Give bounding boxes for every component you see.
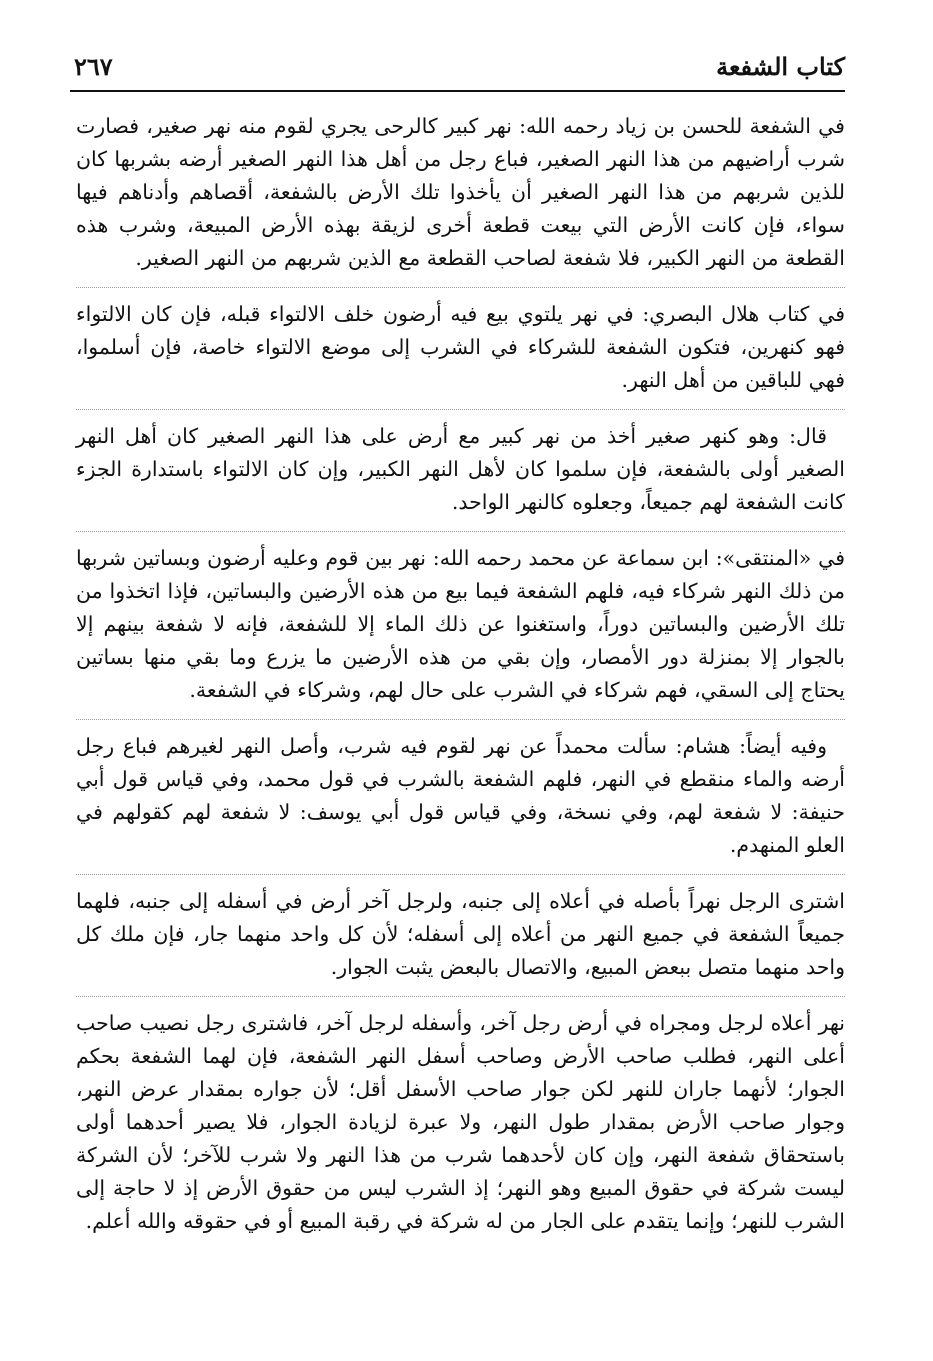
paragraph-4: في «المنتقى»: ابن سماعة عن محمد رحمه الله: نهر بين قوم وعليه أرضون وبساتين شربها من ذلك النهر شركاء فيه، فلهم الشفعة فيما بيع من هذه الأرضين والبساتين، فإذا اتخذوا من تلك الأرضين والبساتين دوراً، واستغنوا عن ذلك الماء إلا للشفعة، فإنه لا شفعة بينهم إلا بالجوار إلا بمنزلة دور الأمصار، وإن بقي من هذه الأرضين ما يزرع وما بقي منها بساتين يحتاج إلى السقي، فهم شركاء في الشرب على حال لهم، وشركاء في الشفعة. (76, 542, 845, 720)
paragraph-5: وفيه أيضاً: هشام: سألت محمداً عن نهر لقوم فيه شرب، وأصل النهر لغيرهم فباع رجل أرضه والماء منقطع في النهر، فلهم الشفعة بالشرب في قول محمد، وفي قياس قول أبي حنيفة: لا شفعة لهم، وفي نسخة، وفي قياس قول أبي يوسف: لا شفعة لهم كقولهم في العلو المنهدم. (76, 730, 845, 875)
page-header (70, 44, 845, 92)
page-number: ٢٦٧ (74, 52, 113, 81)
paragraph-2: في كتاب هلال البصري: في نهر يلتوي بيع فيه أرضون خلف الالتواء قبله، فإن كان الالتواء فهو كنهرين، فتكون الشفعة للشركاء في الشرب إلى موضع الالتواء خاصة، فإن أسلموا، فهي للباقين من أهل النهر. (76, 298, 845, 410)
paragraph-1: في الشفعة للحسن بن زياد رحمه الله: نهر كبير كالرحى يجري لقوم منه نهر صغير، فصارت شرب أراضيهم من هذا النهر الصغير، فباع رجل من أهل هذا النهر الصغير أرضه بشربها كان للذين شربهم من هذا النهر الصغير أن يأخذوا تلك الأرض بالشفعة، أقصاهم وأدناهم فيها سواء، فإن كانت الأرض التي بيعت قطعة أخرى لزيقة بهذه الأرض المبيعة، وشرب هذه القطعة من النهر الكبير، فلا شفعة لصاحب القطعة مع الذين شربهم من النهر الصغير. (76, 110, 845, 288)
page-body (76, 110, 845, 1260)
paragraph-6: اشترى الرجل نهراً بأصله في أعلاه إلى جنبه، ولرجل آخر أرض في أسفله إلى جنبه، فلهما جميعاً الشفعة في جميع النهر من أعلاه إلى أسفله؛ لأن كل واحد منهما جار، فإن ملك كل واحد منهما متصل ببعض المبيع، والاتصال بالبعض يثبت الجوار. (76, 885, 845, 997)
paragraph-3: قال: وهو كنهر صغير أخذ من نهر كبير مع أرض على هذا النهر الصغير كان أهل النهر الصغير أولى بالشفعة، فإن سلموا كان لأهل النهر الكبير، وإن كان الالتواء باستدارة الجزء كانت الشفعة لهم جميعاً، وجعلوه كالنهر الواحد. (76, 420, 845, 532)
running-title: كتاب الشفعة (716, 52, 845, 81)
paragraph-7: نهر أعلاه لرجل ومجراه في أرض رجل آخر، وأسفله لرجل آخر، فاشترى رجل نصيب صاحب أعلى النهر، فطلب صاحب الأرض وصاحب أسفل النهر الشفعة، فإن لهما الشفعة بحكم الجوار؛ لأنهما جاران للنهر لكن جوار صاحب الأسفل أقل؛ لأن جواره بمقدار عرض النهر، وجوار صاحب الأرض بمقدار طول النهر، ولا عبرة لزيادة الجوار، فلا يصير أحدهما أولى باستحقاق شفعة النهر، وإن كان لأحدهما شرب من هذا النهر ولا شرب للآخر؛ لأن الشركة ليست شركة في حقوق المبيع وهو النهر؛ إذ الشرب ليس من حقوق الأرض إذ لا حاجة إلى الشرب للنهر؛ وإنما يتقدم على الجار من له شركة في رقبة المبيع أو في حقوقه والله أعلم. (76, 1011, 845, 1233)
